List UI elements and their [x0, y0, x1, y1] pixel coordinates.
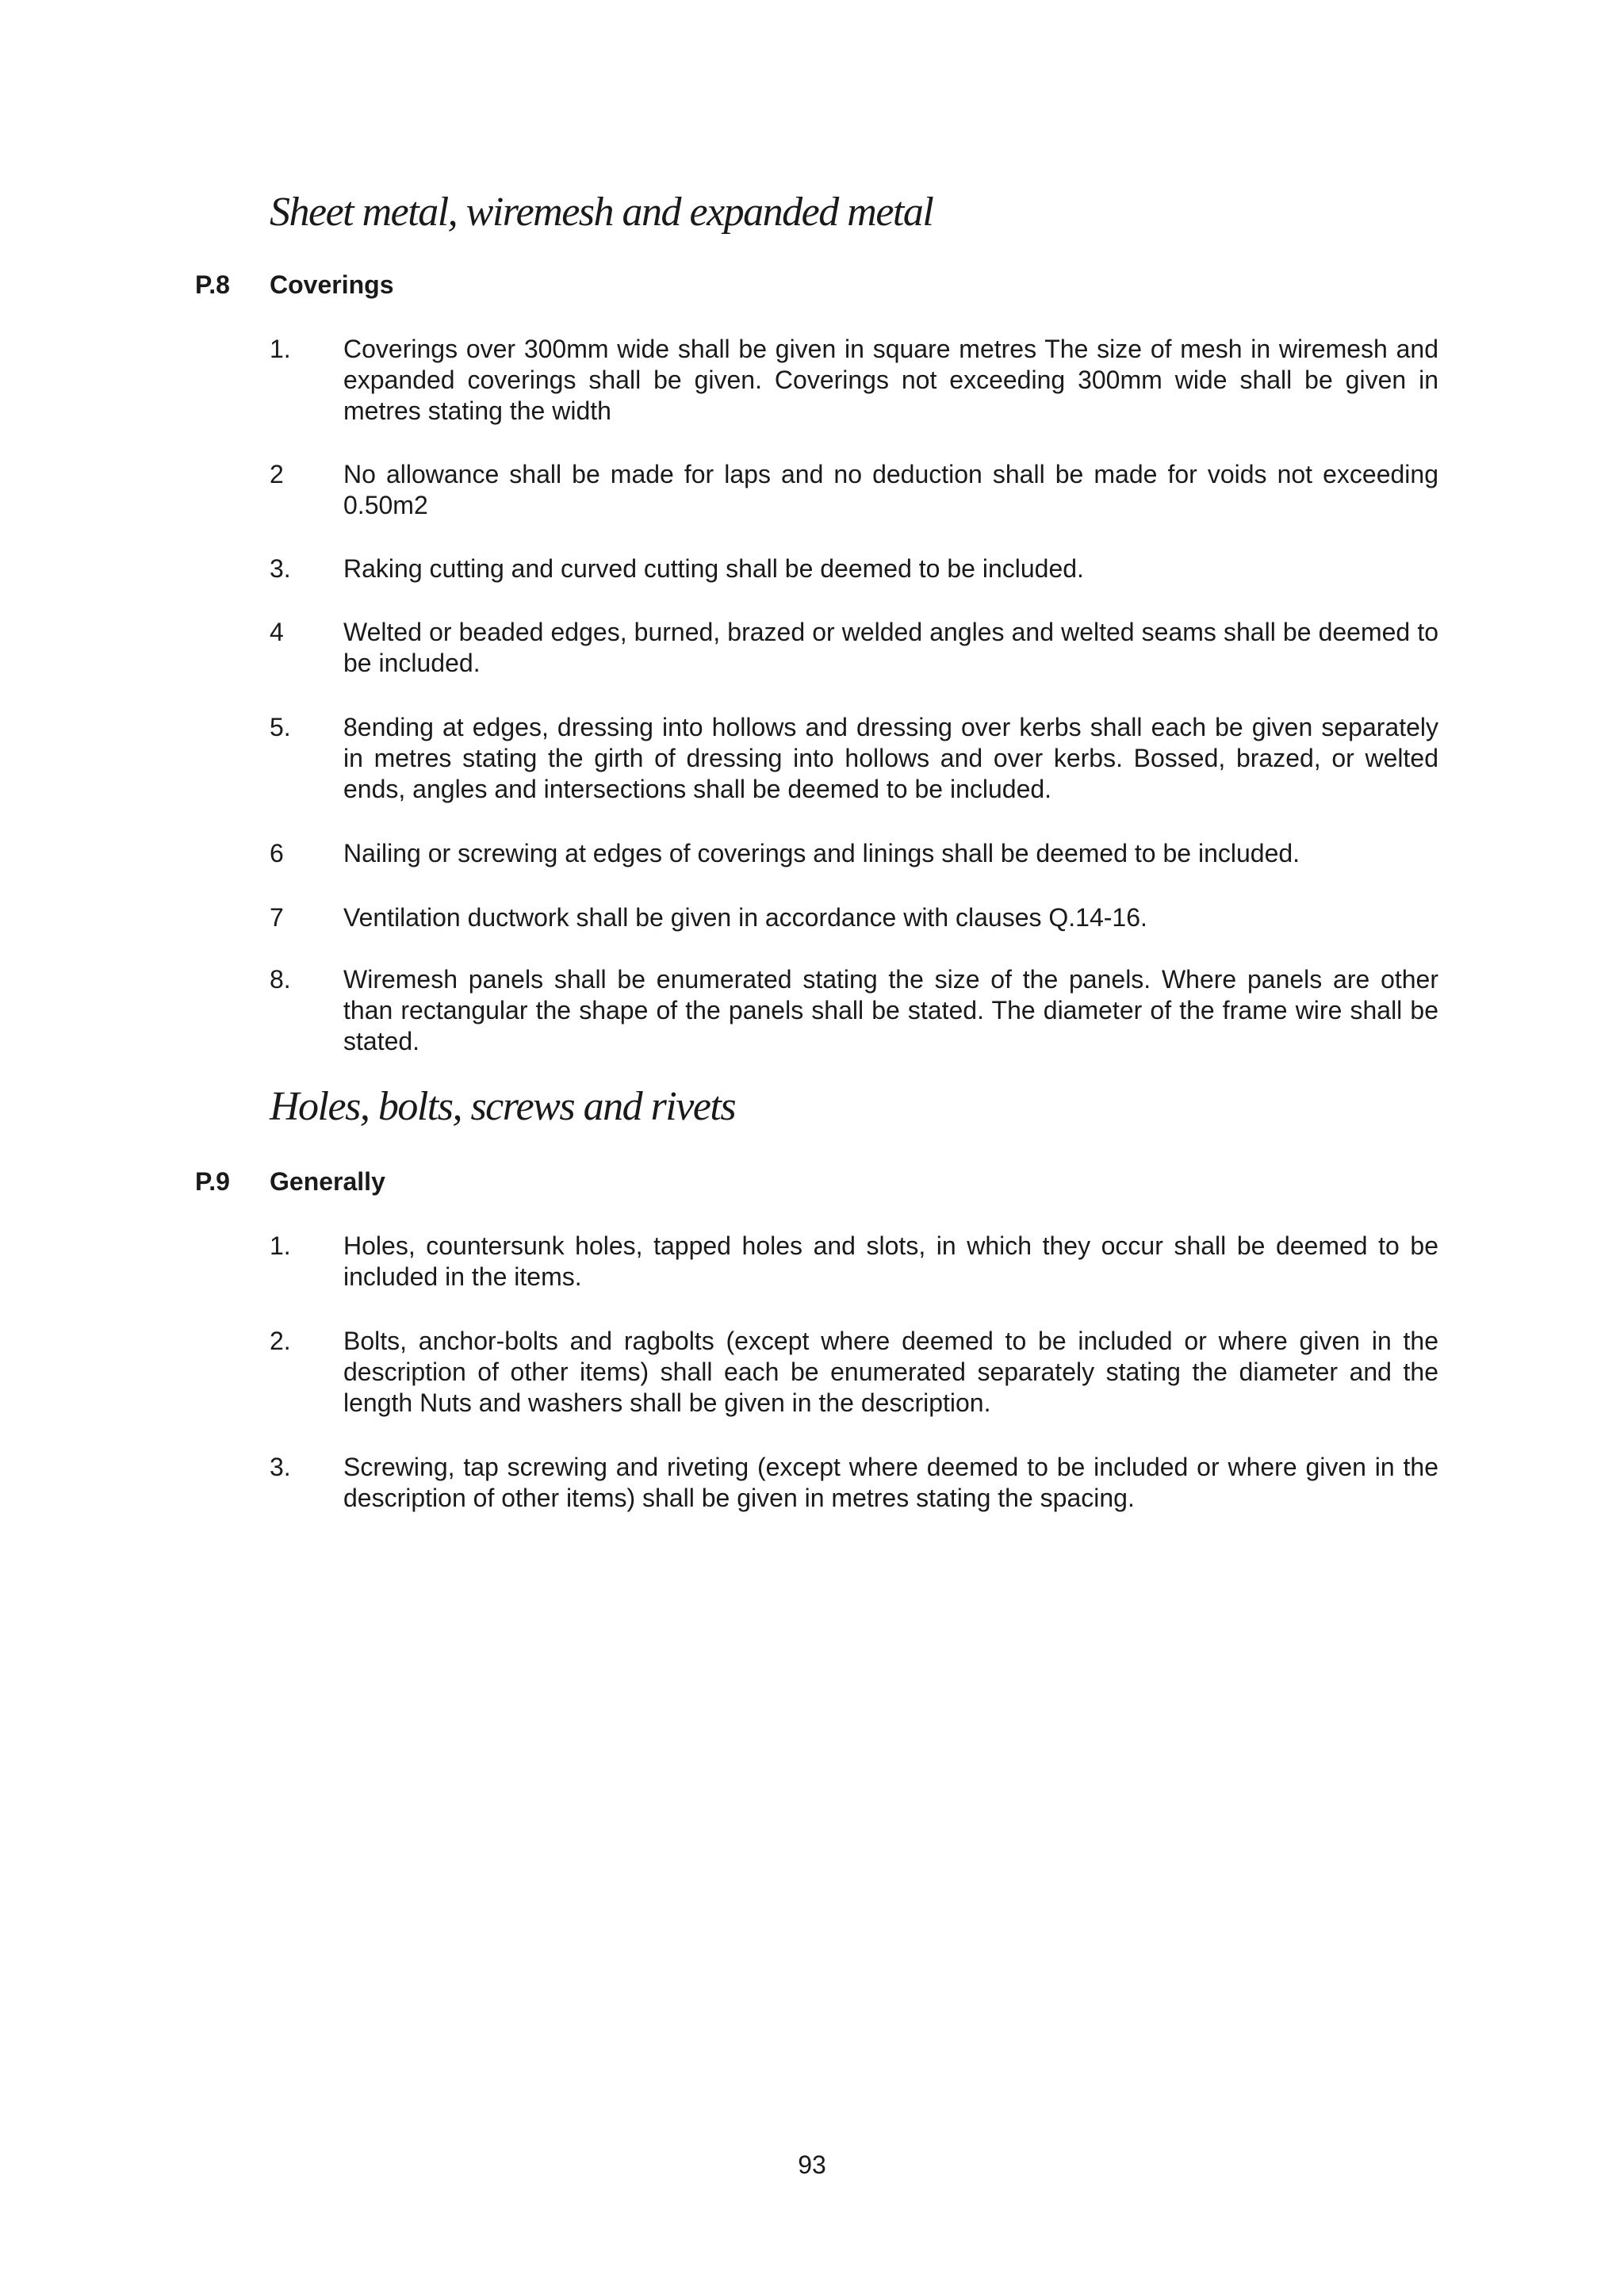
list-item — [270, 1326, 1438, 1419]
list-item — [270, 902, 1438, 933]
list-item — [270, 553, 1438, 584]
item-text: Ventilation ductwork shall be given in accordance with clauses Q.14-16. — [343, 903, 1147, 932]
clause-code: P.8 — [195, 270, 230, 299]
item-number: 8. — [270, 965, 291, 994]
item-number: 4 — [270, 618, 284, 646]
list-item — [270, 1231, 1438, 1293]
item-number: 2. — [270, 1327, 291, 1355]
item-text: No allowance shall be made for laps and no deduction shall be made for voids not exceeding 0.50m2 — [343, 460, 1438, 519]
item-number: 2 — [270, 460, 284, 488]
item-number: 1. — [270, 1231, 291, 1260]
item-text: Holes, countersunk holes, tapped holes and slots, in which they occur shall be deemed to be included in the items. — [343, 1231, 1438, 1291]
item-text: Bolts, anchor-bolts and ragbolts (except where deemed to be included or where given in the description of other items) shall each be enumerated separately stating the diameter and the length Nuts and washers shall be given in the description. — [343, 1327, 1438, 1417]
list-item — [270, 964, 1438, 1057]
item-number: 3. — [270, 1453, 291, 1481]
item-text: Screwing, tap screwing and riveting (except where deemed to be included or where given in the description of other items) shall be given in metres stating the spacing. — [343, 1453, 1438, 1512]
section-title-sheet-metal: Sheet metal, wiremesh and expanded metal — [270, 190, 933, 235]
list-item — [270, 617, 1438, 679]
page-number: 93 — [798, 2150, 826, 2179]
item-text: Coverings over 300mm wide shall be given in square metres The size of mesh in wiremesh and expanded coverings shall be given. Coverings not exceeding 300mm wide shall be given in metres stating the width — [343, 335, 1438, 425]
item-text: Welted or beaded edges, burned, brazed or welded angles and welted seams shall be deemed to be included. — [343, 618, 1438, 677]
item-number: 6 — [270, 839, 284, 867]
list-item — [270, 1452, 1438, 1514]
list-item — [270, 459, 1438, 521]
item-number: 3. — [270, 554, 291, 583]
item-text: Raking cutting and curved cutting shall be deemed to be included. — [343, 554, 1084, 583]
item-text: 8ending at edges, dressing into hollows and dressing over kerbs shall each be given separately in metres stating the girth of dressing into hollows and over kerbs. Bossed, brazed, or welted ends, angles and intersections shall be deemed to be included. — [343, 713, 1438, 803]
clause-code: P.9 — [195, 1167, 230, 1196]
item-number: 7 — [270, 903, 284, 932]
item-number: 5. — [270, 713, 291, 741]
item-number: 1. — [270, 335, 291, 363]
list-item — [270, 712, 1438, 805]
clause-heading: Coverings — [270, 270, 394, 299]
item-text: Nailing or screwing at edges of coverings and linings shall be deemed to be included. — [343, 839, 1300, 867]
clause-heading: Generally — [270, 1167, 385, 1196]
section-title-holes-bolts: Holes, bolts, screws and rivets — [270, 1084, 736, 1129]
item-text: Wiremesh panels shall be enumerated stating the size of the panels. Where panels are other than rectangular the shape of the panels shall be stated. The diameter of the frame wire shall be stated. — [343, 965, 1438, 1055]
list-item — [270, 838, 1438, 869]
list-item — [270, 334, 1438, 427]
